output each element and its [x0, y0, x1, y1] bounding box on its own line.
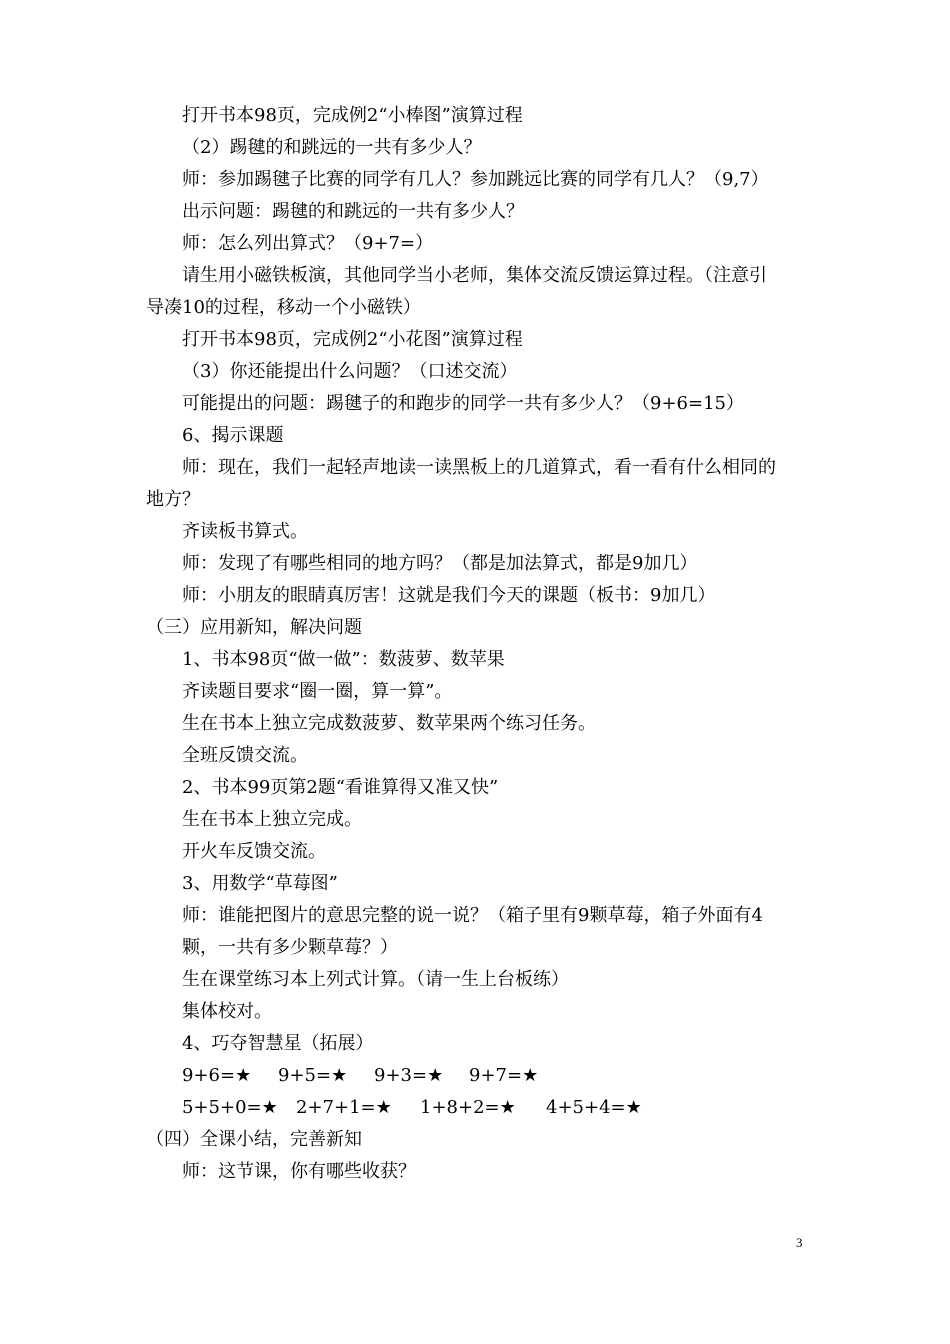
- equation: 9+7=★: [469, 1065, 539, 1086]
- text-line: 师：发现了有哪些相同的地方吗？（都是加法算式，都是9加几）: [182, 553, 698, 574]
- equation: 5+5+0=★: [182, 1097, 278, 1118]
- text-line: 可能提出的问题：踢毽子的和跑步的同学一共有多少人？（9+6=15）: [182, 393, 744, 414]
- page-number: 3: [796, 1235, 803, 1250]
- text-line: 师：这节课，你有哪些收获？: [182, 1161, 416, 1182]
- text-line: 齐读板书算式。: [182, 521, 308, 542]
- section-heading: 6、揭示课题: [182, 425, 284, 446]
- section-heading: （三）应用新知，解决问题: [146, 617, 362, 638]
- text-line: 导凑10的过程，移动一个小磁铁）: [146, 297, 421, 318]
- text-line: 请生用小磁铁板演，其他同学当小老师，集体交流反馈运算过程。（注意引: [182, 265, 767, 286]
- text-line: 4、巧夺智慧星（拓展）: [182, 1033, 374, 1054]
- text-line: 师：怎么列出算式？（9+7=）: [182, 233, 434, 254]
- text-line: 2、书本99页第2题“看谁算得又准又快”: [182, 777, 499, 798]
- text-line: 师：现在，我们一起轻声地读一读黑板上的几道算式，看一看有什么相同的: [182, 457, 776, 478]
- text-line: 齐读题目要求“圈一圈，算一算”。: [182, 681, 453, 702]
- equation: 4+5+4=★: [546, 1097, 642, 1118]
- text-line: （2）踢毽的和跳远的一共有多少人？: [182, 137, 482, 158]
- text-line: 打开书本98页，完成例2“小花图”演算过程: [182, 329, 523, 350]
- text-line: 打开书本98页，完成例2“小棒图”演算过程: [182, 105, 523, 126]
- text-line: 全班反馈交流。: [182, 745, 308, 766]
- text-line: 开火车反馈交流。: [182, 841, 326, 862]
- equation: 9+3=★: [374, 1065, 444, 1086]
- text-line: 集体校对。: [182, 1001, 272, 1022]
- text-line: 出示问题：踢毽的和跳远的一共有多少人？: [182, 201, 524, 222]
- equation: 9+5=★: [278, 1065, 348, 1086]
- text-line: （3）你还能提出什么问题？（口述交流）: [182, 361, 518, 382]
- section-heading: （四）全课小结，完善新知: [146, 1129, 362, 1150]
- equation: 9+6=★: [182, 1065, 252, 1086]
- text-line: 生在书本上独立完成数菠萝、数苹果两个练习任务。: [182, 713, 596, 734]
- text-line: 生在书本上独立完成。: [182, 809, 362, 830]
- text-line: 颗，一共有多少颗草莓？）: [182, 937, 398, 958]
- equation: 1+8+2=★: [420, 1097, 516, 1118]
- text-line: 师：谁能把图片的意思完整的说一说？（箱子里有9颗草莓，箱子外面有4: [182, 905, 763, 926]
- text-line: 师：参加踢毽子比赛的同学有几人？参加跳远比赛的同学有几人？（9,7）: [182, 169, 769, 190]
- text-line: 地方？: [146, 489, 200, 510]
- text-line: 3、用数学“草莓图”: [182, 873, 338, 894]
- equation: 2+7+1=★: [296, 1097, 392, 1118]
- text-line: 师：小朋友的眼睛真厉害！这就是我们今天的课题（板书：9加几）: [182, 585, 716, 606]
- text-line: 1、书本98页“做一做”：数菠萝、数苹果: [182, 649, 505, 670]
- text-line: 生在课堂练习本上列式计算。（请一生上台板练）: [182, 969, 569, 990]
